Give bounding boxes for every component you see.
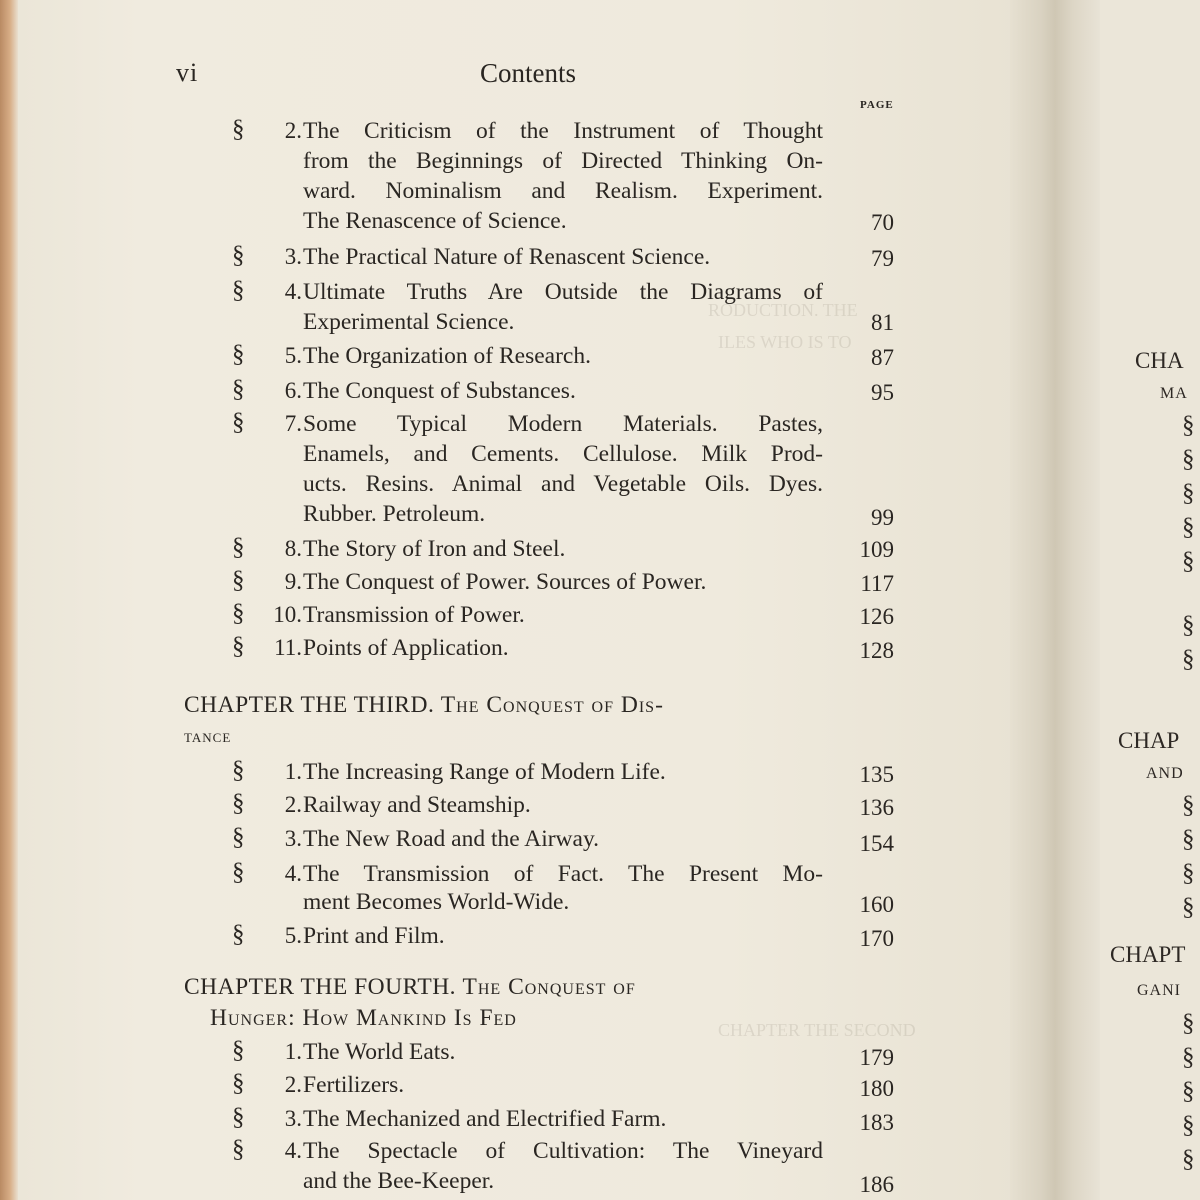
page-number: 179 [859,1045,894,1070]
page-number: 135 [859,762,894,787]
right-page-text: GANI [1137,982,1181,999]
chapter-title-continued: tance [184,726,232,747]
page-column-label: PAGE [860,99,894,111]
section-number: 9. [284,569,302,594]
section-title-line: The Transmission of Fact. The Present Mo- [303,861,823,887]
section-number: 4. [284,279,302,304]
section-number: 2. [284,1072,302,1097]
section-title-line: and the Bee-Keeper. [303,1168,495,1194]
chapter-title: The Conquest of Dis- [434,692,664,718]
section-title-line: from the Beginnings of Directed Thinking On- [303,148,823,174]
page-number: 136 [859,795,894,820]
page-number: 186 [859,1172,894,1197]
section-number: 3. [284,244,302,269]
page-number: 70 [871,210,894,235]
section-title-line: Experimental Science. [303,309,515,335]
page-number-roman: vi [176,58,199,87]
chapter-title-continued: Hunger: How Mankind Is Fed [210,1005,517,1031]
section-mark: § [232,567,245,594]
section-number: 7. [284,411,302,436]
right-page-edge [1100,0,1200,1200]
chapter-title: The Conquest of [456,974,636,1000]
section-mark: § [232,277,245,304]
section-mark: § [232,116,245,143]
section-number: 2. [284,792,302,817]
section-title-line: Some Typical Modern Materials. Pastes, [303,411,823,437]
section-title-line: Transmission of Power. [303,602,525,628]
section-title-line: ward. Nominalism and Realism. Experiment. [303,178,823,204]
section-mark: § [232,757,245,784]
section-number: 5. [284,923,302,948]
right-page-section-mark: § [1182,446,1195,473]
page-number: 99 [871,505,894,530]
section-mark: § [232,534,245,561]
chapter-three-heading [184,690,824,752]
section-title-line: The New Road and the Airway. [303,826,600,852]
right-page-section-mark: § [1182,792,1195,819]
right-page-text: CHA [1135,348,1184,373]
section-mark: § [232,824,245,851]
right-page-section-mark: § [1182,612,1195,639]
section-number: 5. [284,343,302,368]
page-number: 79 [871,246,894,271]
right-page-section-mark: § [1182,1078,1195,1105]
section-number: 4. [284,1138,302,1163]
section-mark: § [232,921,245,948]
right-page-section-mark: § [1182,894,1195,921]
page-number: 126 [859,604,894,629]
section-title-line: The Criticism of the Instrument of Thought [303,118,823,144]
chapter-label: CHAPTER THE FOURTH. [184,974,457,1000]
right-page-section-mark: § [1182,1010,1195,1037]
page-number: 117 [860,571,894,596]
right-page-section-mark: § [1182,1112,1195,1139]
section-number: 1. [284,1039,302,1064]
right-page-text: MA [1160,385,1188,402]
section-mark: § [232,790,245,817]
book-spine-edge [0,0,18,1200]
right-page-section-mark: § [1182,826,1195,853]
section-title-line: The Increasing Range of Modern Life. [303,759,666,785]
right-page-text: CHAP [1118,728,1180,753]
section-mark: § [232,376,245,403]
section-number: 10. [273,602,302,627]
right-page-section-mark: § [1182,548,1195,575]
section-mark: § [232,1037,245,1064]
page-number: 183 [859,1110,894,1135]
section-title-line: ment Becomes World-Wide. [303,889,570,915]
section-title-line: Fertilizers. [303,1072,405,1098]
section-mark: § [232,242,245,269]
section-mark: § [232,1070,245,1097]
page-number: 95 [871,380,894,405]
page-title: Contents [480,58,577,88]
section-title-line: The Renascence of Science. [303,208,567,234]
section-mark: § [232,1136,245,1163]
right-page-section-mark: § [1182,480,1195,507]
section-title-line: Rubber. Petroleum. [303,501,486,527]
right-page-section-mark: § [1182,860,1195,887]
section-mark: § [232,859,245,886]
right-page-text: CHAPT [1110,942,1186,967]
section-number: 3. [284,826,302,851]
left-page: RODUCTION. THE ILES WHO IS TO CHAPTER THE SECOND vi Contents PAGE § 2. The Criticism of the Instrument of Thought from the Beginnings of Directed Thinking On- ward. Nominalism and Realism. Experiment. The Renascence of Science. 70 § 3. The Practical Nature of Renascent Science. 79 § 4. Ultimate Truths Are Outside the Diagrams of Experimental Science. 81 § 5. The Organization of Research. 87 § 6. The Conquest of Substances. 95 § 7. Some Typical Modern Materials. Pastes, Enamels, and Cements. Cellulose. Milk Prod- ucts. Resins. Animal and Vegetable Oils. Dyes. Rubber. Petroleum. 99 § 8. The Story of Iron and Steel. 109 § 9. The Conquest of Power. Sources of Power. 117 § 10. Transmission of Power. 126 § 11. Points of Application. 128 CHAPTER THE THIRD. The Conquest of Dis- tance § 1. The Increasing Range of Modern Life. 135 § 2. Railway and Steamship. 136 § 3. The New Road and the Airway. 154 § 4. The Transmission of Fact. The Present Mo- ment Becomes World-Wide. 160 § 5. Print and Film. 170 CHAPTER THE FOURTH. The Conquest of Hunger: How Mankind Is Fed § 1. The World Eats. 179 § 2. Fertilizers. 180 § 3. The Mechanized and Electrified Farm. 183 § 4. The Spectacle of Cultivation: The Vineyard and the Bee-Keeper. 186 [18,0,1030,1200]
section-title-line: The World Eats. [303,1039,456,1065]
right-page-section-mark: § [1182,1146,1195,1173]
page-number: 81 [871,310,894,335]
section-title-line: The Story of Iron and Steel. [303,536,566,562]
right-page-section-mark: § [1182,514,1195,541]
section-number: 8. [284,536,302,561]
section-title-line: The Spectacle of Cultivation: The Vineyard [303,1138,823,1164]
section-mark: § [232,409,245,436]
page-number: 180 [859,1076,894,1101]
section-number: 11. [274,635,302,660]
right-page-section-mark: § [1182,1044,1195,1071]
section-title-line: Railway and Steamship. [303,792,531,818]
page-number: 128 [859,638,894,663]
section-title-line: Points of Application. [303,635,509,661]
section-title-line: Print and Film. [303,923,445,949]
chapter-label: CHAPTER THE THIRD. [184,692,435,718]
right-page-text: AND [1146,765,1184,782]
section-title-line: ucts. Resins. Animal and Vegetable Oils. Dyes. [303,471,823,497]
section-title-line: The Practical Nature of Renascent Science. [303,244,711,270]
chapter-four-heading [184,972,824,1034]
section-mark: § [232,600,245,627]
page-number: 160 [859,892,894,917]
section-title-line: Enamels, and Cements. Cellulose. Milk Prod- [303,441,823,467]
section-title-line: The Organization of Research. [303,343,591,369]
section-mark: § [232,341,245,368]
section-mark: § [232,1104,245,1131]
section-title-line: The Conquest of Substances. [303,378,576,404]
section-title-line: The Mechanized and Electrified Farm. [303,1106,667,1132]
section-number: 3. [284,1106,302,1131]
section-mark: § [232,633,245,660]
right-page-section-mark: § [1182,412,1195,439]
section-number: 2. [284,118,302,143]
page-number: 87 [871,345,894,370]
section-number: 6. [284,378,302,403]
book-gutter [1010,0,1100,1200]
section-title-line: The Conquest of Power. Sources of Power. [303,569,707,595]
section-number: 4. [284,861,302,886]
right-page-section-mark: § [1182,646,1195,673]
page-number: 170 [859,926,894,951]
section-title-line: Ultimate Truths Are Outside the Diagrams of [303,279,823,305]
page-number: 154 [859,831,894,856]
section-number: 1. [284,759,302,784]
page-number: 109 [859,537,894,562]
